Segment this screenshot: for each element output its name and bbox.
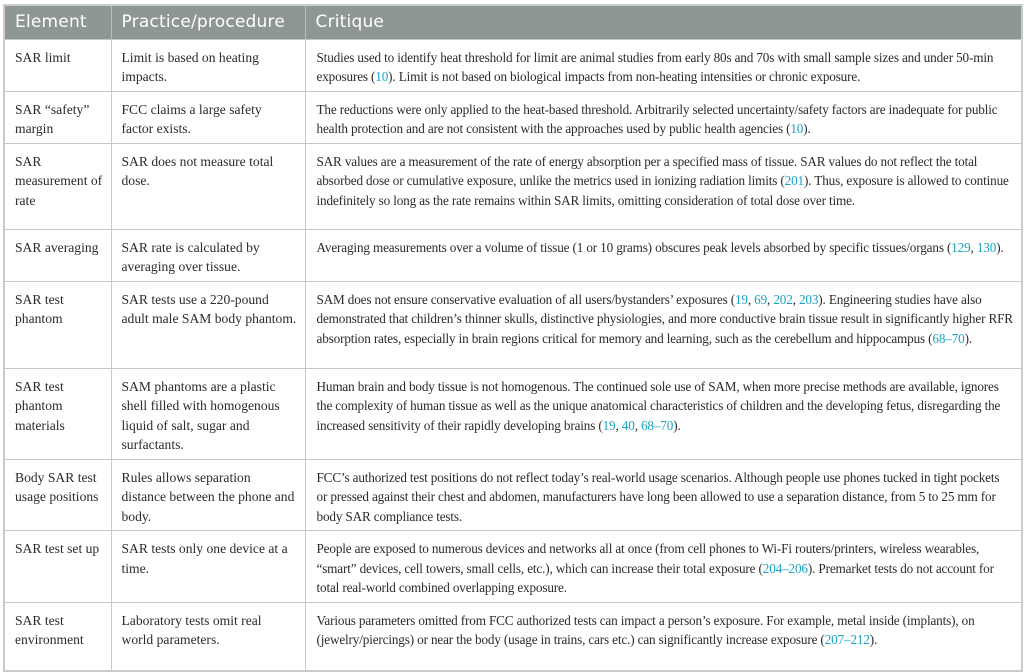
table-header	[4, 5, 1022, 39]
cell-practice: SAR tests only one device at a time.	[111, 531, 305, 603]
citation-link[interactable]: 207–212	[824, 632, 870, 647]
table-row	[4, 143, 1022, 229]
citation-link[interactable]: 10	[375, 69, 389, 84]
cell-critique: Various parameters omitted from FCC authorized tests can impact a person’s exposure. For example, metal inside (implants), on (jewelry/piercings) or near the body (usage in trains, cars etc.) can significantly increase exposure (207–212).	[305, 602, 1022, 671]
table-row	[4, 459, 1022, 531]
cell-practice: SAR tests use a 220-pound adult male SAM body phantom.	[111, 281, 305, 368]
citation-link[interactable]: 68–70	[640, 417, 674, 433]
cell-practice: Limit is based on heating impacts.	[111, 39, 305, 91]
citation-link[interactable]: 69	[754, 291, 768, 307]
sar-critique-table	[3, 4, 1023, 672]
cell-practice: SAM phantoms are a plastic shell filled with homogenous liquid of salt, sugar and surfactants.	[111, 368, 305, 459]
cell-critique: People are exposed to numerous devices and networks all at once (from cell phones to Wi-Fi routers/printers, wireless wearables, “smart” devices, cell towers, small cells, etc.), which can increase their total exposure (204–206). Premarket tests do not account for total real-world combined overlapping exposure.	[305, 531, 1022, 603]
cell-element: SAR test phantom materials	[4, 368, 111, 459]
citation-link[interactable]: 40	[621, 417, 635, 433]
citation-link[interactable]: 203	[798, 291, 819, 307]
table-row	[4, 229, 1022, 281]
table-row	[4, 281, 1022, 368]
header-element: Element	[4, 5, 111, 39]
header-practice: Practice/procedure	[111, 5, 305, 39]
cell-practice: FCC claims a large safety factor exists.	[111, 91, 305, 143]
cell-practice: SAR does not measure total dose.	[111, 143, 305, 229]
cell-practice: SAR rate is calculated by averaging over tissue.	[111, 229, 305, 281]
citation-link[interactable]: 202	[773, 291, 793, 307]
table-row	[4, 39, 1022, 91]
cell-element: SAR test phantom	[4, 281, 111, 368]
table-row	[4, 531, 1022, 603]
table-row	[4, 368, 1022, 459]
cell-critique: Averaging measurements over a volume of tissue (1 or 10 grams) obscures peak levels absorbed by specific tissues/organs (129, 130).	[305, 229, 1022, 281]
citation-link[interactable]: 19	[602, 417, 616, 433]
cell-element: SAR test environment	[4, 602, 111, 671]
citation-link[interactable]: 130	[976, 239, 997, 255]
cell-element: SAR test set up	[4, 531, 111, 603]
cell-element: Body SAR test usage positions	[4, 459, 111, 531]
citation-link[interactable]: 129	[951, 239, 971, 255]
cell-element: SAR limit	[4, 39, 111, 91]
cell-critique: Human brain and body tissue is not homogenous. The continued sole use of SAM, when more precise methods are available, ignores the complexity of human tissue as well as the unique anatomical characteristics of children and the developing fetus, disregarding the increased sensitivity of their rapidly developing brains (19, 40, 68–70).	[305, 368, 1022, 459]
cell-critique: The reductions were only applied to the heat-based threshold. Arbitrarily selected uncertainty/safety factors are inadequate for public health protection and are not consistent with the approaches used by public health agencies (10).	[305, 91, 1022, 143]
citation-link[interactable]: 10	[790, 121, 804, 136]
cell-element: SAR measurement of rate	[4, 143, 111, 229]
citation-link[interactable]: 201	[784, 173, 805, 188]
cell-element: SAR “safety” margin	[4, 91, 111, 143]
cell-critique: FCC’s authorized test positions do not reflect today’s real-world usage scenarios. Although people use phones tucked in tight pockets or pressed against their chest and abdomen, manufacturers have long been allowed to use a separation distance, from 5 to 25 mm for body SAR compliance tests.	[305, 459, 1022, 531]
cell-practice: Rules allows separation distance between the phone and body.	[111, 459, 305, 531]
table-body	[4, 39, 1022, 671]
table-row	[4, 91, 1022, 143]
cell-practice: Laboratory tests omit real world parameters.	[111, 602, 305, 671]
cell-critique: SAM does not ensure conservative evaluation of all users/bystanders’ exposures (19, 69, 202, 203). Engineering studies have also demonstrated that children’s thinner skulls, distinctive physiologies, and more conductive brain tissue result in significantly higher RFR absorption rates, especially in brain regions critical for memory and learning, such as the cerebellum and hippocampus (68–70).	[305, 281, 1022, 368]
citation-link[interactable]: 204–206	[762, 560, 808, 576]
citation-link[interactable]: 19	[734, 291, 748, 307]
cell-critique: Studies used to identify heat threshold for limit are animal studies from early 80s and 70s with small sample sizes and under 50-min exposures (10). Limit is not based on biological impacts from non-heating intensities or chronic exposure.	[305, 39, 1022, 91]
citation-link[interactable]: 68–70	[932, 330, 965, 346]
cell-critique: SAR values are a measurement of the rate of energy absorption per a specified mass of tissue. SAR values do not reflect the total absorbed dose or cumulative exposure, unlike the metrics used in ionizing radiation limits (201). Thus, exposure is allowed to continue indefinitely so long as the rate remains within SAR limits, omitting consideration of total dose over time.	[305, 143, 1022, 229]
header-critique: Critique	[305, 5, 1022, 39]
cell-element: SAR averaging	[4, 229, 111, 281]
